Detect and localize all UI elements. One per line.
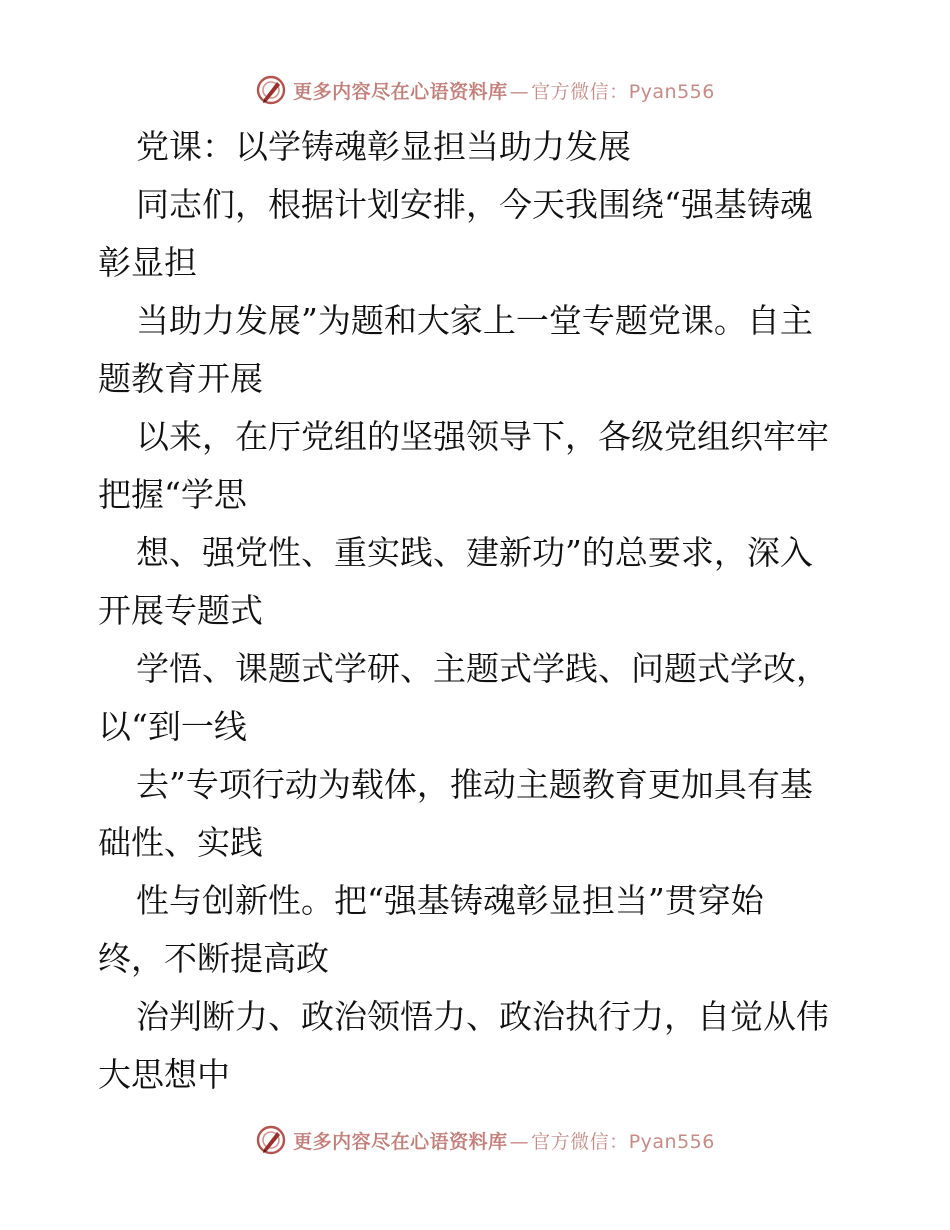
watermark-text [293,1127,715,1154]
doc-line: 题教育开展 [98,359,263,398]
doc-line: 以来，在厅党组的坚强领导下，各级党组织牢牢 [136,417,829,456]
doc-title: 党课：以学铸魂彰显担当助力发展 [136,127,631,166]
doc-line: 以“到一线 [98,707,247,746]
doc-line: 础性、实践 [98,823,263,862]
doc-line: 开展专题式 [98,591,263,630]
doc-line: 把握“学思 [98,475,247,514]
pen-logo-icon [255,1124,287,1156]
watermark-site: 更多内容尽在心语资料库 [293,1130,508,1153]
doc-line: 同志们，根据计划安排，今天我围绕“强基铸魂 [136,185,813,224]
watermark-wechat-id: Pyan556 [628,80,715,103]
doc-line: 终，不断提高政 [98,939,329,978]
document-body [98,118,858,1104]
watermark-wechat-label: 官方微信： [531,1130,629,1153]
watermark-wechat-label: 官方微信： [531,80,629,103]
doc-line: 去”专项行动为载体，推动主题教育更加具有基 [136,765,813,804]
watermark-group [255,74,715,106]
doc-line: 学悟、课题式学研、主题式学践、问题式学改， [136,649,829,688]
header-watermark [0,70,950,110]
watermark-wechat-id: Pyan556 [628,1130,715,1153]
doc-line: 想、强党性、重实践、建新功”的总要求，深入 [136,533,813,572]
doc-line: 当助力发展”为题和大家上一堂专题党课。自主 [136,301,813,340]
doc-line: 大思想中 [98,1055,230,1094]
doc-line: 治判断力、政治领悟力、政治执行力，自觉从伟 [136,997,829,1036]
footer-watermark [0,1120,950,1160]
watermark-dash: — [509,1130,530,1153]
watermark-group [255,1124,715,1156]
doc-line: 性与创新性。把“强基铸魂彰显担当”贯穿始 [136,881,764,920]
watermark-text [293,77,715,104]
doc-line: 彰显担 [98,243,197,282]
watermark-site: 更多内容尽在心语资料库 [293,80,508,103]
watermark-dash: — [509,80,530,103]
pen-logo-icon [255,74,287,106]
